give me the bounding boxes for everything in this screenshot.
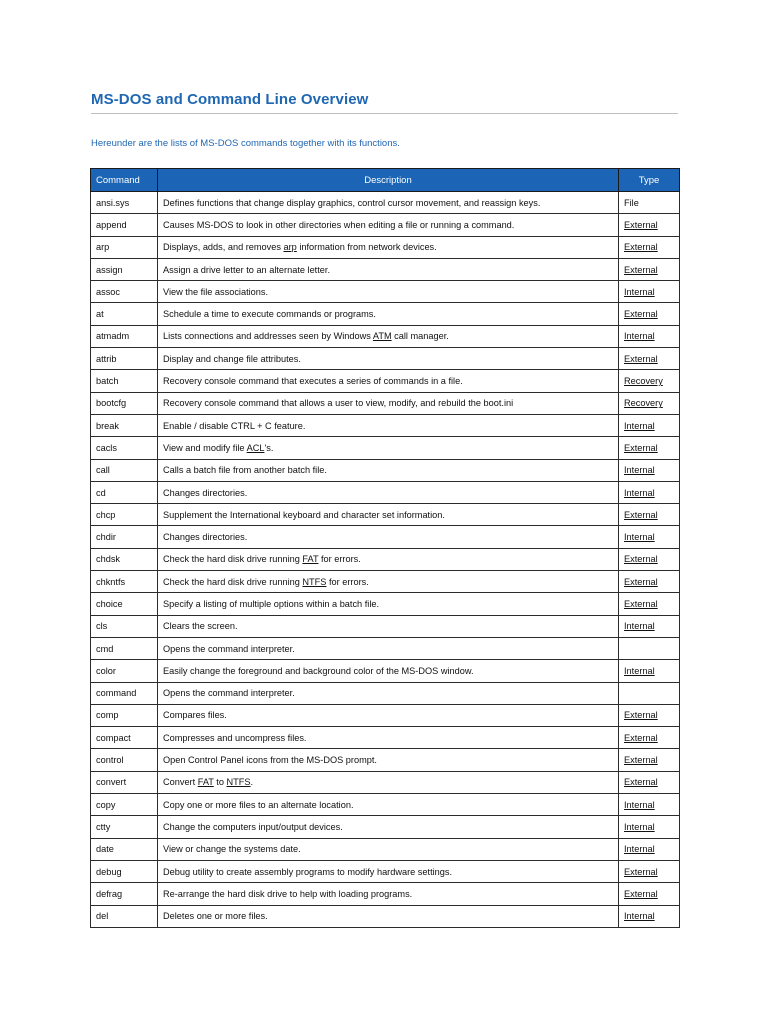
description-cell: Compresses and uncompress files. (158, 727, 619, 749)
description-cell: Recovery console command that allows a user to view, modify, and rebuild the boot.ini (158, 392, 619, 414)
description-cell: Recovery console command that executes a series of commands in a file. (158, 370, 619, 392)
table-row (91, 860, 680, 882)
type-cell (619, 660, 680, 682)
description-cell: Lists connections and addresses seen by Windows ATM call manager. (158, 325, 619, 347)
command-cell: append (91, 214, 158, 236)
type-link[interactable]: External (624, 710, 658, 721)
type-link[interactable]: Recovery (624, 398, 663, 409)
command-cell: cmd (91, 637, 158, 659)
description-cell: View and modify file ACL's. (158, 437, 619, 459)
table-row (91, 593, 680, 615)
table-row (91, 526, 680, 548)
type-cell (619, 414, 680, 436)
command-cell: chkntfs (91, 571, 158, 593)
type-link[interactable]: External (624, 576, 658, 587)
type-cell (619, 281, 680, 303)
description-cell: Defines functions that change display graphics, control cursor movement, and reassign keys. (158, 192, 619, 214)
description-cell: Assign a drive letter to an alternate letter. (158, 258, 619, 280)
command-cell: arp (91, 236, 158, 258)
type-cell (619, 571, 680, 593)
description-cell: Copy one or more files to an alternate location. (158, 794, 619, 816)
table-row (91, 749, 680, 771)
type-cell (619, 548, 680, 570)
type-cell (619, 794, 680, 816)
command-cell: compact (91, 727, 158, 749)
command-cell: cacls (91, 437, 158, 459)
table-row (91, 348, 680, 370)
description-cell: Schedule a time to execute commands or programs. (158, 303, 619, 325)
type-cell (619, 749, 680, 771)
table-row (91, 771, 680, 793)
term-link[interactable]: FAT (197, 777, 214, 788)
title-divider (91, 113, 678, 114)
description-cell: Debug utility to create assembly programs to modify hardware settings. (158, 860, 619, 882)
type-cell (619, 526, 680, 548)
description-cell: Opens the command interpreter. (158, 637, 619, 659)
type-link[interactable]: Internal (624, 532, 655, 543)
type-cell (619, 682, 680, 704)
table-row (91, 548, 680, 570)
type-cell (619, 348, 680, 370)
type-link[interactable]: External (624, 219, 658, 230)
table-row (91, 281, 680, 303)
command-cell: date (91, 838, 158, 860)
command-cell: color (91, 660, 158, 682)
type-link[interactable]: External (624, 442, 658, 453)
type-link[interactable]: File (624, 197, 639, 208)
command-cell: cls (91, 615, 158, 637)
command-cell: copy (91, 794, 158, 816)
type-link[interactable]: External (624, 777, 658, 788)
description-cell: Enable / disable CTRL + C feature. (158, 414, 619, 436)
type-link[interactable]: Internal (624, 465, 655, 476)
command-cell: at (91, 303, 158, 325)
type-cell (619, 192, 680, 214)
table-row (91, 816, 680, 838)
type-link[interactable]: Internal (624, 621, 655, 632)
type-link[interactable]: External (624, 888, 658, 899)
type-cell (619, 593, 680, 615)
description-cell: Specify a listing of multiple options within a batch file. (158, 593, 619, 615)
command-cell: choice (91, 593, 158, 615)
type-cell (619, 883, 680, 905)
table-row (91, 370, 680, 392)
table-row (91, 214, 680, 236)
type-cell (619, 771, 680, 793)
command-cell: chcp (91, 504, 158, 526)
description-cell: Changes directories. (158, 526, 619, 548)
description-cell: Clears the screen. (158, 615, 619, 637)
type-cell (619, 838, 680, 860)
table-row (91, 682, 680, 704)
table-row (91, 459, 680, 481)
table-row (91, 414, 680, 436)
type-cell (619, 325, 680, 347)
type-cell (619, 392, 680, 414)
table-row (91, 637, 680, 659)
description-cell: Check the hard disk drive running FAT for errors. (158, 548, 619, 570)
type-cell (619, 481, 680, 503)
type-cell (619, 370, 680, 392)
type-link[interactable]: Internal (624, 844, 655, 855)
type-cell (619, 236, 680, 258)
type-link[interactable]: Internal (624, 420, 655, 431)
term-link[interactable]: NTFS (226, 777, 251, 788)
type-cell (619, 459, 680, 481)
description-cell: Display and change file attributes. (158, 348, 619, 370)
command-cell: break (91, 414, 158, 436)
description-cell: Easily change the foreground and background color of the MS-DOS window. (158, 660, 619, 682)
table-row (91, 325, 680, 347)
term-link[interactable]: NTFS (302, 576, 327, 587)
command-cell: chdir (91, 526, 158, 548)
table-row (91, 192, 680, 214)
type-cell (619, 437, 680, 459)
command-cell: bootcfg (91, 392, 158, 414)
table-row (91, 437, 680, 459)
type-cell (619, 214, 680, 236)
description-cell: Convert FAT to NTFS. (158, 771, 619, 793)
description-cell: View the file associations. (158, 281, 619, 303)
command-cell: atmadm (91, 325, 158, 347)
command-cell: convert (91, 771, 158, 793)
type-link[interactable]: External (624, 598, 658, 609)
command-cell: command (91, 682, 158, 704)
page-title: MS-DOS and Command Line Overview (91, 91, 369, 108)
type-link[interactable]: External (624, 866, 658, 877)
type-link[interactable]: Internal (624, 286, 655, 297)
type-link[interactable]: External (624, 264, 658, 275)
description-cell: Compares files. (158, 704, 619, 726)
command-cell: ansi.sys (91, 192, 158, 214)
description-cell: Re-arrange the hard disk drive to help with loading programs. (158, 883, 619, 905)
type-link[interactable]: Internal (624, 799, 655, 810)
type-link[interactable]: External (624, 309, 658, 320)
table-row (91, 392, 680, 414)
description-cell: Causes MS-DOS to look in other directories when editing a file or running a command. (158, 214, 619, 236)
description-cell: Supplement the International keyboard and character set information. (158, 504, 619, 526)
description-cell: Displays, adds, and removes arp information from network devices. (158, 236, 619, 258)
term-link[interactable]: FAT (302, 554, 319, 565)
term-link[interactable]: arp (283, 242, 297, 253)
type-link[interactable]: Internal (624, 821, 655, 832)
type-link[interactable]: Internal (624, 911, 655, 922)
command-cell: del (91, 905, 158, 927)
command-cell: call (91, 459, 158, 481)
table-row (91, 571, 680, 593)
description-cell: Changes directories. (158, 481, 619, 503)
table-row (91, 660, 680, 682)
type-cell (619, 727, 680, 749)
type-link[interactable]: External (624, 554, 658, 565)
description-cell: Calls a batch file from another batch file. (158, 459, 619, 481)
description-cell: Change the computers input/output devices. (158, 816, 619, 838)
table-row (91, 481, 680, 503)
table-row (91, 504, 680, 526)
commands-table (90, 168, 680, 928)
table-row (91, 236, 680, 258)
table-row (91, 704, 680, 726)
command-cell: defrag (91, 883, 158, 905)
table-row (91, 883, 680, 905)
type-cell (619, 905, 680, 927)
type-cell (619, 615, 680, 637)
table-row (91, 727, 680, 749)
type-cell (619, 816, 680, 838)
type-cell (619, 303, 680, 325)
type-link[interactable]: External (624, 353, 658, 364)
command-cell: chdsk (91, 548, 158, 570)
description-cell: Opens the command interpreter. (158, 682, 619, 704)
type-link[interactable]: Recovery (624, 376, 663, 387)
column-header-command: Command (91, 169, 158, 192)
description-cell: View or change the systems date. (158, 838, 619, 860)
table-row (91, 615, 680, 637)
command-cell: ctty (91, 816, 158, 838)
type-link[interactable]: External (624, 242, 658, 253)
term-link[interactable]: ACL (246, 442, 265, 453)
type-link[interactable]: Internal (624, 665, 655, 676)
command-cell: cd (91, 481, 158, 503)
table-row (91, 258, 680, 280)
type-link[interactable]: External (624, 732, 658, 743)
column-header-type: Type (619, 169, 680, 192)
term-link[interactable]: ATM (372, 331, 392, 342)
type-link[interactable]: External (624, 509, 658, 520)
table-row (91, 838, 680, 860)
intro-text: Hereunder are the lists of MS-DOS commands together with its functions. (91, 138, 400, 149)
type-cell (619, 637, 680, 659)
command-cell: assign (91, 258, 158, 280)
type-cell (619, 258, 680, 280)
table-row (91, 303, 680, 325)
command-cell: debug (91, 860, 158, 882)
column-header-description: Description (158, 169, 619, 192)
command-cell: control (91, 749, 158, 771)
description-cell: Deletes one or more files. (158, 905, 619, 927)
description-cell: Open Control Panel icons from the MS-DOS prompt. (158, 749, 619, 771)
command-cell: attrib (91, 348, 158, 370)
type-cell (619, 504, 680, 526)
table-body (91, 192, 680, 928)
command-cell: comp (91, 704, 158, 726)
table-row (91, 794, 680, 816)
type-link[interactable]: Internal (624, 331, 655, 342)
type-cell (619, 860, 680, 882)
type-cell (619, 704, 680, 726)
description-cell: Check the hard disk drive running NTFS for errors. (158, 571, 619, 593)
command-cell: assoc (91, 281, 158, 303)
type-link[interactable]: Internal (624, 487, 655, 498)
table-row (91, 905, 680, 927)
table-header-row (91, 169, 680, 192)
command-cell: batch (91, 370, 158, 392)
type-link[interactable]: External (624, 755, 658, 766)
